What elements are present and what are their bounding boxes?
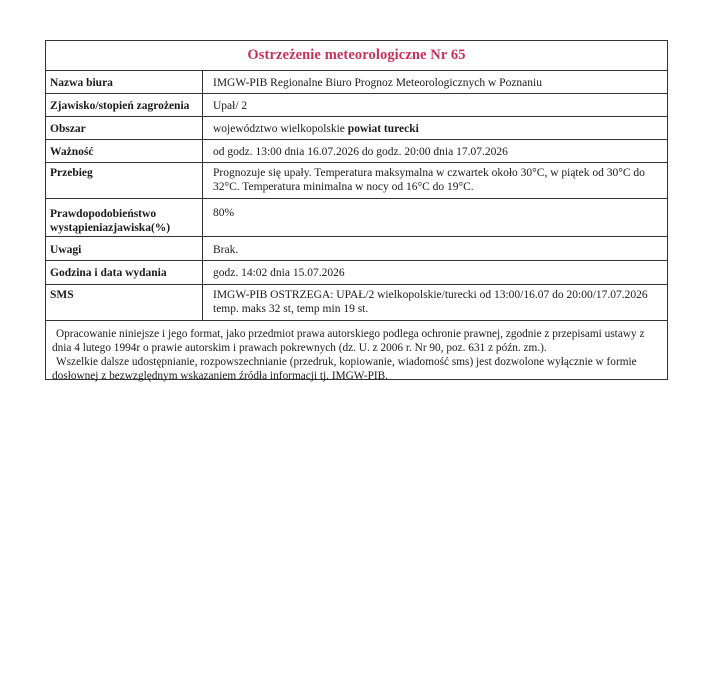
- row-label: Nazwa biura: [46, 71, 203, 93]
- area-region: województwo wielkopolskie: [213, 123, 348, 135]
- row-phenomenon: [46, 94, 667, 117]
- row-value: Upał/ 2: [213, 100, 248, 112]
- row-value: IMGW-PIB Regionalne Biuro Prognoz Meteorologicznych w Poznaniu: [213, 77, 542, 89]
- row-validity: [46, 140, 667, 163]
- redistribution-paragraph: Wszelkie dalsze udostępnianie, rozpowszechnianie (przedruk, kopiowanie, wiadomość sms) jest dozwolone wyłącznie w formie dosłownej z bezwzględnym wskazaniem źródła informacji tj. IMGW-PIB.: [52, 356, 637, 382]
- copyright-footer: [46, 321, 667, 382]
- row-remarks: [46, 237, 667, 261]
- row-value: 80%: [213, 207, 235, 219]
- row-value: od godz. 13:00 dnia 16.07.2026 do godz. 20:00 dnia 17.07.2026: [213, 146, 508, 158]
- row-value: Prognozuje się upały. Temperatura maksymalna w czwartek około 30°C, w piątek od 30°C do 32°C. Temperatura minimalna w nocy od 16°C do 19°C.: [213, 167, 645, 193]
- row-value: godz. 14:02 dnia 15.07.2026: [213, 267, 345, 279]
- row-issue-time: [46, 261, 667, 285]
- copyright-paragraph: Opracowanie niniejsze i jego format, jako przedmiot prawa autorskiego podlega ochronie prawnej, zgodnie z przepisami ustawy z dnia 4 lutego 1994r o prawie autorskim i prawach pokrewnych (dz. U. z 2006 r. Nr 90, poz. 631 z późn. zm.).: [52, 328, 645, 354]
- warning-document: [45, 40, 668, 380]
- row-label: SMS: [46, 285, 203, 320]
- row-value: IMGW-PIB OSTRZEGA: UPAŁ/2 wielkopolskie/turecki od 13:00/16.07 do 20:00/17.07.2026 temp. maks 32 st, temp min 19 st.: [213, 289, 648, 315]
- row-label: Zjawisko/stopień zagrożenia: [46, 94, 203, 116]
- row-area: [46, 117, 667, 140]
- row-label: Godzina i data wydania: [46, 261, 203, 284]
- row-label: Ważność: [46, 140, 203, 162]
- row-value: [203, 117, 667, 139]
- row-label: Prawdopodobieństwo wystąpieniazjawiska(%): [46, 199, 203, 236]
- row-course: [46, 163, 667, 199]
- row-label: Przebieg: [46, 163, 203, 198]
- row-label: Uwagi: [46, 237, 203, 260]
- row-probability: [46, 199, 667, 237]
- row-value: Brak.: [213, 244, 239, 256]
- document-title: Ostrzeżenie meteorologiczne Nr 65: [46, 41, 667, 71]
- row-label: Obszar: [46, 117, 203, 139]
- row-sms: [46, 285, 667, 321]
- area-county: powiat turecki: [347, 123, 419, 135]
- row-office-name: [46, 71, 667, 94]
